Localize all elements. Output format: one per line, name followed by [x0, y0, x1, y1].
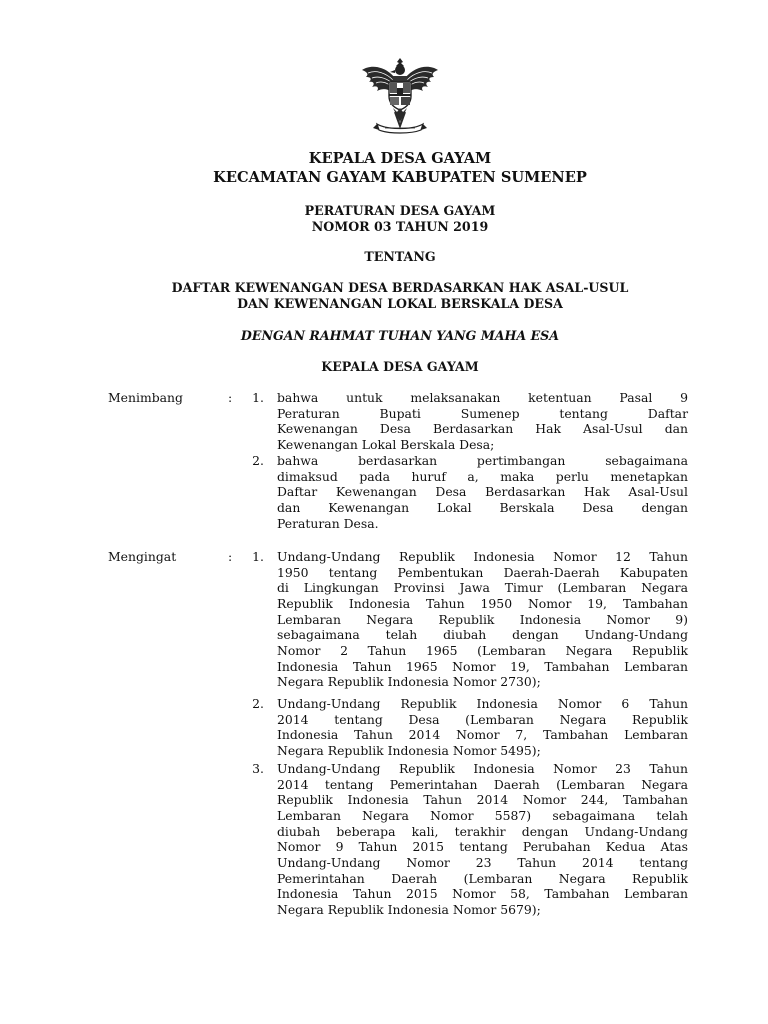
mengingat-item-2: [277, 696, 688, 759]
mengingat-item-number: 1.: [252, 549, 264, 564]
text-line: Negara Republik Indonesia Nomor 5679);: [277, 901, 541, 917]
text-line: Lembaran Negara Republik Indonesia Nomor 9): [277, 611, 688, 627]
menimbang-item-number: 2.: [252, 453, 264, 468]
text-line: Undang-Undang Republik Indonesia Nomor 6 Tahun: [277, 696, 688, 711]
text-line: Undang-Undang Republik Indonesia Nomor 23 Tahun: [277, 761, 688, 776]
text-line: 2014 tentang Desa (Lembaran Negara Republik: [277, 711, 688, 727]
mengingat-colon: :: [228, 549, 233, 564]
text-line: 1950 tentang Pembentukan Daerah-Daerah Kabupaten: [277, 564, 688, 580]
menimbang-colon: :: [228, 390, 233, 405]
text-line: Pemerintahan Daerah (Lembaran Negara Republik: [277, 870, 688, 886]
menimbang-item-number: 1.: [252, 390, 264, 405]
heading-peraturan-desa: PERATURAN DESA GAYAM: [304, 203, 496, 218]
text-line: Kewenangan Lokal Berskala Desa;: [277, 436, 495, 452]
text-line: Negara Republik Indonesia Nomor 2730);: [277, 674, 541, 690]
text-line: diubah beberapa kali, terakhir dengan Undang-Undang: [277, 823, 688, 839]
heading-nomor: NOMOR 03 TAHUN 2019: [311, 219, 489, 234]
text-line: Indonesia Tahun 2014 Nomor 7, Tambahan Lembaran: [277, 727, 688, 743]
text-line: Indonesia Tahun 2015 Nomor 58, Tambahan Lembaran: [277, 886, 688, 902]
menimbang-item-2: [277, 453, 688, 531]
text-line: Nomor 9 Tahun 2015 tentang Perubahan Kedua Atas: [277, 839, 688, 855]
heading-kepala-desa: KEPALA DESA GAYAM: [308, 150, 492, 167]
heading-kecamatan: KECAMATAN GAYAM KABUPATEN SUMENEP: [213, 169, 587, 186]
text-line: Nomor 2 Tahun 1965 (Lembaran Negara Republik: [277, 642, 688, 658]
text-line: bahwa berdasarkan pertimbangan sebagaimana: [277, 453, 688, 468]
text-line: bahwa untuk melaksanakan ketentuan Pasal 9: [277, 390, 688, 405]
text-line: dimaksud pada huruf a, maka perlu menetapkan: [277, 468, 688, 484]
mengingat-label: Mengingat: [108, 549, 177, 564]
text-line: Undang-Undang Republik Indonesia Nomor 12 Tahun: [277, 549, 688, 564]
text-line: Undang-Undang Nomor 23 Tahun 2014 tentang: [277, 854, 688, 870]
menimbang-item-1: [277, 390, 688, 453]
text-line: Lembaran Negara Nomor 5587) sebagaimana telah: [277, 807, 688, 823]
text-line: Republik Indonesia Tahun 1950 Nomor 19, Tambahan: [277, 595, 688, 611]
mengingat-item-number: 2.: [252, 696, 264, 711]
text-line: Indonesia Tahun 1965 Nomor 19, Tambahan Lembaran: [277, 658, 688, 674]
text-line: 2014 tentang Pemerintahan Daerah (Lembaran Negara: [277, 776, 688, 792]
heading-rahmat: DENGAN RAHMAT TUHAN YANG MAHA ESA: [240, 328, 560, 343]
heading-judul-line2: DAN KEWENANGAN LOKAL BERSKALA DESA: [237, 296, 563, 311]
text-line: Negara Republik Indonesia Nomor 5495);: [277, 742, 541, 758]
text-line: Daftar Kewenangan Desa Berdasarkan Hak Asal-Usul: [277, 484, 688, 500]
text-line: Kewenangan Desa Berdasarkan Hak Asal-Usul dan: [277, 421, 688, 437]
text-line: Republik Indonesia Tahun 2014 Nomor 244, Tambahan: [277, 792, 688, 808]
text-line: Peraturan Desa.: [277, 515, 379, 531]
heading-kepala-desa-2: KEPALA DESA GAYAM: [321, 359, 479, 374]
heading-judul-line1: DAFTAR KEWENANGAN DESA BERDASARKAN HAK ASAL-USUL: [171, 280, 629, 295]
garuda-emblem-icon: [359, 56, 441, 136]
mengingat-item-1: [277, 549, 688, 690]
text-line: Peraturan Bupati Sumenep tentang Daftar: [277, 405, 688, 421]
heading-tentang: TENTANG: [364, 249, 436, 264]
mengingat-item-number: 3.: [252, 761, 264, 776]
menimbang-label: Menimbang: [108, 390, 183, 405]
text-line: dan Kewenangan Lokal Berskala Desa dengan: [277, 499, 688, 515]
text-line: di Lingkungan Provinsi Jawa Timur (Lembaran Negara: [277, 580, 688, 596]
text-line: sebagaimana telah diubah dengan Undang-Undang: [277, 627, 688, 643]
mengingat-item-3: [277, 761, 688, 918]
